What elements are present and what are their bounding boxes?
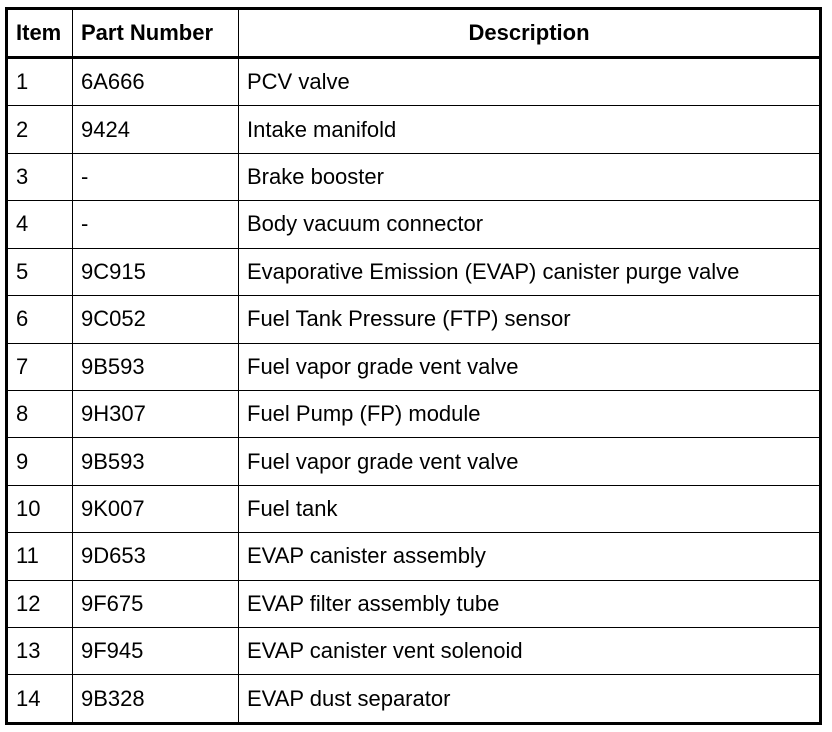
table-row — [7, 153, 821, 200]
header-part-number: Part Number — [73, 9, 239, 58]
cell-description: Fuel tank — [239, 485, 821, 532]
table-row — [7, 58, 821, 106]
header-description: Description — [239, 9, 821, 58]
cell-description: PCV valve — [239, 58, 821, 106]
cell-item: 7 — [7, 343, 73, 390]
cell-description: Fuel Pump (FP) module — [239, 390, 821, 437]
cell-part-number: 9C052 — [73, 296, 239, 343]
cell-description: Intake manifold — [239, 106, 821, 153]
table-row — [7, 390, 821, 437]
cell-part-number: 9B328 — [73, 675, 239, 724]
cell-item: 9 — [7, 438, 73, 485]
cell-part-number: - — [73, 201, 239, 248]
cell-part-number: 9B593 — [73, 438, 239, 485]
cell-part-number: - — [73, 153, 239, 200]
cell-part-number: 9F945 — [73, 628, 239, 675]
cell-item: 12 — [7, 580, 73, 627]
cell-item: 8 — [7, 390, 73, 437]
cell-item: 14 — [7, 675, 73, 724]
table-row — [7, 201, 821, 248]
cell-item: 5 — [7, 248, 73, 295]
table-body — [7, 58, 821, 724]
cell-description: Fuel Tank Pressure (FTP) sensor — [239, 296, 821, 343]
cell-part-number: 9F675 — [73, 580, 239, 627]
cell-description: EVAP canister assembly — [239, 533, 821, 580]
cell-description: Fuel vapor grade vent valve — [239, 343, 821, 390]
cell-item: 2 — [7, 106, 73, 153]
table-row — [7, 343, 821, 390]
cell-item: 4 — [7, 201, 73, 248]
cell-description: Evaporative Emission (EVAP) canister purge valve — [239, 248, 821, 295]
table-header — [7, 9, 821, 58]
parts-table — [5, 7, 822, 725]
table-row — [7, 580, 821, 627]
table-row — [7, 628, 821, 675]
cell-part-number: 9B593 — [73, 343, 239, 390]
header-item: Item — [7, 9, 73, 58]
cell-part-number: 9D653 — [73, 533, 239, 580]
cell-description: Fuel vapor grade vent valve — [239, 438, 821, 485]
table-row — [7, 485, 821, 532]
cell-item: 11 — [7, 533, 73, 580]
cell-item: 13 — [7, 628, 73, 675]
cell-item: 3 — [7, 153, 73, 200]
cell-part-number: 9C915 — [73, 248, 239, 295]
cell-description: EVAP dust separator — [239, 675, 821, 724]
cell-item: 6 — [7, 296, 73, 343]
table-row — [7, 675, 821, 724]
table-row — [7, 106, 821, 153]
table-row — [7, 533, 821, 580]
cell-part-number: 9424 — [73, 106, 239, 153]
cell-description: Body vacuum connector — [239, 201, 821, 248]
cell-item: 1 — [7, 58, 73, 106]
table-row — [7, 296, 821, 343]
cell-description: Brake booster — [239, 153, 821, 200]
cell-part-number: 9K007 — [73, 485, 239, 532]
cell-description: EVAP filter assembly tube — [239, 580, 821, 627]
cell-part-number: 9H307 — [73, 390, 239, 437]
cell-description: EVAP canister vent solenoid — [239, 628, 821, 675]
header-row — [7, 9, 821, 58]
table-row — [7, 248, 821, 295]
cell-part-number: 6A666 — [73, 58, 239, 106]
table-row — [7, 438, 821, 485]
cell-item: 10 — [7, 485, 73, 532]
